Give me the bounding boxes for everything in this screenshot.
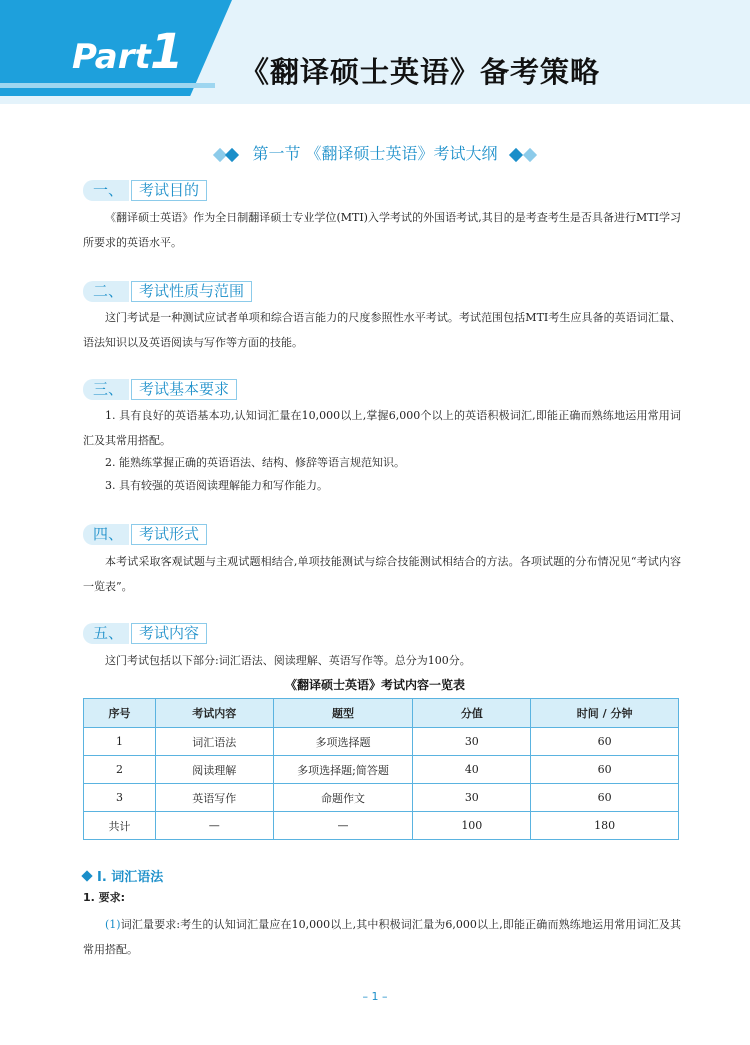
paragraph: 这门考试包括以下部分:词汇语法、阅读理解、英语写作等。总分为100分。 <box>105 654 471 667</box>
paragraph: 本考试采取客观试题与主观试题相结合,单项技能测试与综合技能测试相结合的方法。各项试题的分布情况见“考试内容一览表”。 <box>83 555 681 593</box>
table-cell: 100 <box>413 812 531 840</box>
table-cell: — <box>273 812 413 840</box>
exam-content-table <box>83 698 679 840</box>
heading-text: 考试性质与范围 <box>131 281 252 302</box>
table-cell: 多项选择题;简答题 <box>273 756 413 784</box>
page-number: – 1 – <box>362 990 388 1003</box>
heading-number: 五、 <box>83 623 129 644</box>
table-row <box>84 756 679 784</box>
paragraph: 《翻译硕士英语》作为全日制翻译硕士专业学位(MTI)入学考试的外国语考试,其目的是考查考生是否具备进行MTI学习所要求的英语水平。 <box>83 211 681 249</box>
diamond-left-icon <box>211 145 247 165</box>
table-cell: 命题作文 <box>273 784 413 812</box>
table-total-row <box>84 812 679 840</box>
requirement-label: 1. 要求: <box>83 891 126 904</box>
requirement-item: 3. 具有较强的英语阅读理解能力和写作能力。 <box>105 479 328 492</box>
diamond-bullet-icon <box>81 870 92 881</box>
table-cell: 60 <box>531 728 679 756</box>
item-text: 词汇量要求:考生的认知词汇量应在10,000以上,其中积极词汇量为6,000以上,即能正确而熟练地运用常用词汇及其常用搭配。 <box>83 918 681 956</box>
table-header-row <box>84 699 679 728</box>
table-row <box>84 728 679 756</box>
heading-exam-format <box>83 524 207 545</box>
heading-text: 考试形式 <box>131 524 207 545</box>
part-tab-stripe <box>0 83 215 88</box>
table-cell: 2 <box>84 756 156 784</box>
table-cell: 30 <box>413 784 531 812</box>
table-cell: 阅读理解 <box>155 756 273 784</box>
part-label: Part <box>72 37 151 77</box>
section-title <box>0 144 750 165</box>
table-cell: 30 <box>413 728 531 756</box>
heading-text: 考试目的 <box>131 180 207 201</box>
table-cell: — <box>155 812 273 840</box>
requirement-item: 2. 能熟练掌握正确的英语语法、结构、修辞等语言规范知识。 <box>105 456 405 469</box>
subsection-title: I. 词汇语法 <box>97 870 164 885</box>
table-header-cell: 题型 <box>273 699 413 728</box>
heading-exam-content <box>83 623 207 644</box>
heading-number: 二、 <box>83 281 129 302</box>
table-cell: 60 <box>531 784 679 812</box>
table-cell: 英语写作 <box>155 784 273 812</box>
heading-exam-purpose <box>83 180 207 201</box>
table-header-cell: 时间 / 分钟 <box>531 699 679 728</box>
paragraph: 这门考试是一种测试应试者单项和综合语言能力的尺度参照性水平考试。考试范围包括MTI考生应具备的英语词汇量、语法知识以及英语阅读与写作等方面的技能。 <box>83 311 681 349</box>
diamond-right-icon <box>503 145 539 165</box>
subsection-heading <box>83 866 163 885</box>
item-marker: (1) <box>105 918 121 931</box>
heading-text: 考试内容 <box>131 623 207 644</box>
heading-number: 三、 <box>83 379 129 400</box>
heading-exam-nature <box>83 281 252 302</box>
table-cell: 60 <box>531 756 679 784</box>
heading-basic-requirements <box>83 379 237 400</box>
heading-number: 四、 <box>83 524 129 545</box>
table-cell: 多项选择题 <box>273 728 413 756</box>
heading-text: 考试基本要求 <box>131 379 237 400</box>
requirement-paragraph <box>83 912 681 962</box>
table-cell: 40 <box>413 756 531 784</box>
table-title: 《翻译硕士英语》考试内容一览表 <box>284 678 465 692</box>
table-header-cell: 分值 <box>413 699 531 728</box>
section-title-text: 第一节 《翻译硕士英语》考试大纲 <box>252 144 498 163</box>
table-cell: 3 <box>84 784 156 812</box>
requirement-item: 1. 具有良好的英语基本功,认知词汇量在10,000以上,掌握6,000个以上的英语积极词汇,即能正确而熟练地运用常用词汇及其常用搭配。 <box>83 409 681 447</box>
table-cell: 共计 <box>84 812 156 840</box>
page-title: 《翻译硕士英语》备考策略 <box>240 55 601 89</box>
part-number: 1 <box>150 24 184 80</box>
table-cell: 词汇语法 <box>155 728 273 756</box>
table-row <box>84 784 679 812</box>
table-cell: 1 <box>84 728 156 756</box>
table-header-cell: 序号 <box>84 699 156 728</box>
table-header-cell: 考试内容 <box>155 699 273 728</box>
table-cell: 180 <box>531 812 679 840</box>
heading-number: 一、 <box>83 180 129 201</box>
